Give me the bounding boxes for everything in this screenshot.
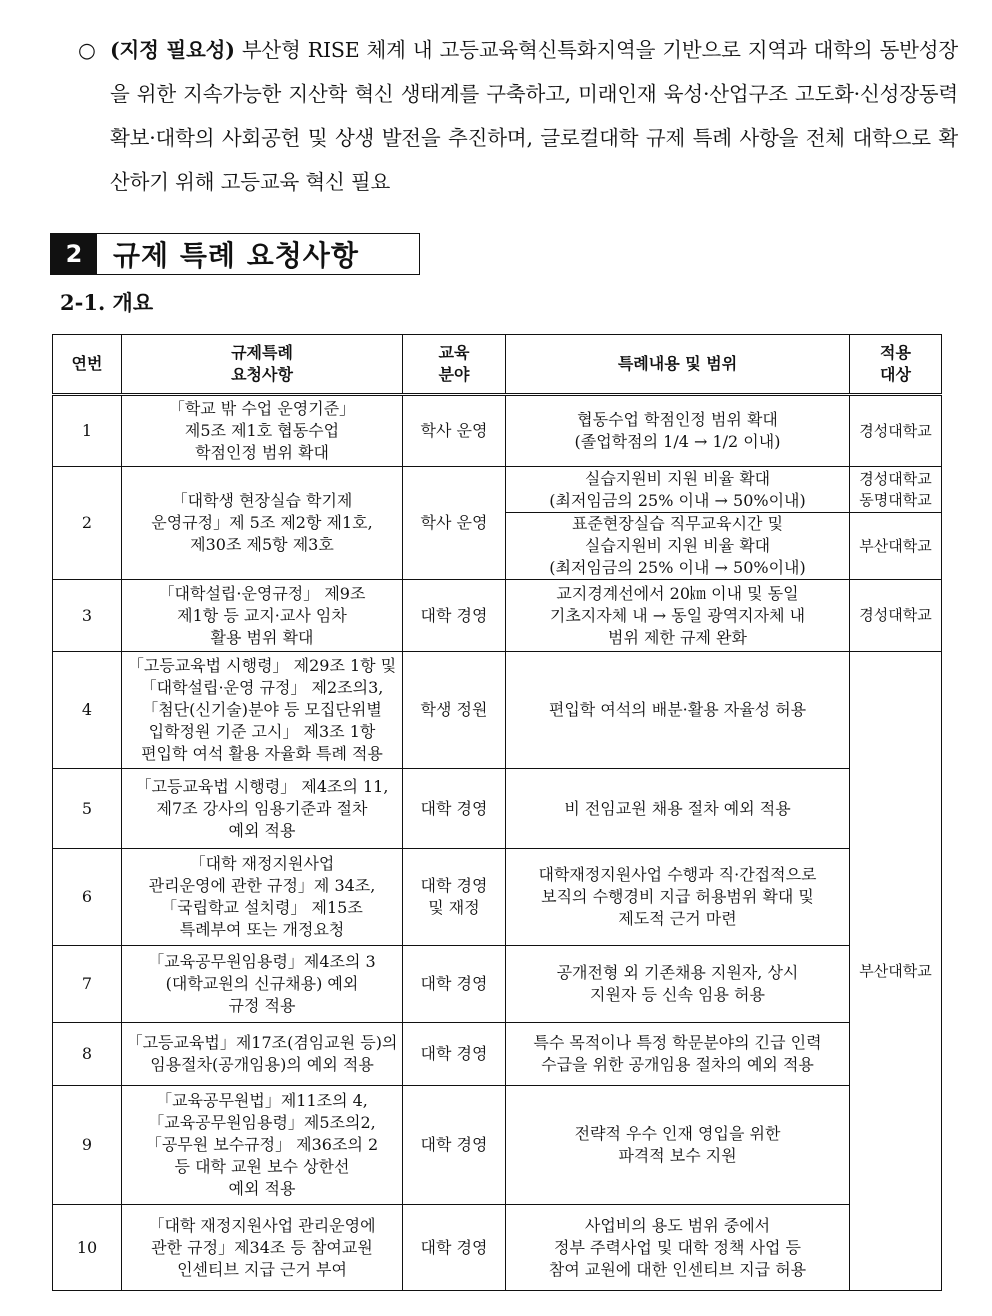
row-field: 대학 경영 — [403, 1086, 506, 1205]
table-header-row — [53, 335, 942, 395]
row-content: 특수 목적이나 특정 학문분야의 긴급 인력 수급을 위한 공개임용 절차의 예외 적용 — [506, 1023, 850, 1086]
row-no: 10 — [53, 1205, 122, 1291]
row-content: 실습지원비 지원 비율 확대 (최저임금의 25% 이내 → 50%이내) — [506, 467, 850, 513]
row-field: 대학 경영 — [403, 769, 506, 849]
row-request: 「학교 밖 수업 운영기준」 제5조 제1호 협동수업 학점인정 범위 확대 — [122, 395, 403, 467]
row-content: 전략적 우수 인재 영입을 위한 파격적 보수 지원 — [506, 1086, 850, 1205]
intro-label: (지정 필요성) — [110, 38, 235, 62]
row-field: 대학 경영 — [403, 946, 506, 1023]
row-no: 5 — [53, 769, 122, 849]
row-target: 경성대학교 — [850, 395, 942, 467]
row-request: 「고등교육법 시행령」 제4조의 11, 제7조 강사의 임용기준과 절차 예외 적용 — [122, 769, 403, 849]
row-no: 9 — [53, 1086, 122, 1205]
intro-paragraph — [78, 28, 958, 204]
row-no: 7 — [53, 946, 122, 1023]
row-request: 「대학생 현장실습 학기제 운영규정」제 5조 제2항 제1호, 제30조 제5항 제3호 — [122, 467, 403, 580]
header-content: 특례내용 및 범위 — [506, 335, 850, 395]
row-content: 편입학 여석의 배분·활용 자율성 허용 — [506, 652, 850, 769]
row-request: 「교육공무원임용령」제4조의 3 (대학교원의 신규채용) 예외 규정 적용 — [122, 946, 403, 1023]
row-field: 대학 경영 — [403, 1023, 506, 1086]
section-title: 규제 특례 요청사항 — [113, 239, 359, 272]
intro-text: 부산형 RISE 체계 내 고등교육혁신특화지역을 기반으로 지역과 대학의 동반성장을 위한 지속가능한 지산학 혁신 생태계를 구축하고, 미래인재 육성·산업구조 고도화·신성장동력 확보·대학의 사회공헌 및 상생 발전을 추진하며, 글로컬대학 규제 특례 사항을 전체 대학으로 확산하기 위해 고등교육 혁신 필요 — [110, 38, 958, 194]
row-request: 「교육공무원법」제11조의 4, 「교육공무원임용령」제5조의2, 「공무원 보수규정」 제36조의 2 등 대학 교원 보수 상한선 예외 적용 — [122, 1086, 403, 1205]
row-target: 부산대학교 — [850, 513, 942, 580]
section-heading — [50, 233, 420, 275]
row-content: 사업비의 용도 범위 중에서 정부 주력사업 및 대학 정책 사업 등 참여 교원에 대한 인센티브 지급 허용 — [506, 1205, 850, 1291]
row-field: 학생 정원 — [403, 652, 506, 769]
table-row — [53, 769, 942, 849]
row-no: 2 — [53, 467, 122, 580]
row-content: 표준현장실습 직무교육시간 및 실습지원비 지원 비율 확대 (최저임금의 25% 이내 → 50%이내) — [506, 513, 850, 580]
intro-text-block — [110, 28, 958, 204]
row-request: 「대학 재정지원사업 관리운영에 관한 규정」제34조 등 참여교원 인센티브 지급 근거 부여 — [122, 1205, 403, 1291]
table-row — [53, 849, 942, 946]
bullet-circle-icon: ○ — [78, 38, 96, 62]
row-request: 「고등교육법」제17조(겸임교원 등)의 임용절차(공개임용)의 예외 적용 — [122, 1023, 403, 1086]
row-request: 「대학설립·운영규정」 제9조 제1항 등 교지·교사 임차 활용 범위 확대 — [122, 580, 403, 652]
row-content: 비 전임교원 채용 절차 예외 적용 — [506, 769, 850, 849]
row-content: 대학재정지원사업 수행과 직·간접적으로 보직의 수행경비 지급 허용범위 확대 및 제도적 근거 마련 — [506, 849, 850, 946]
header-request: 규제특례 요청사항 — [122, 335, 403, 395]
row-no: 6 — [53, 849, 122, 946]
table-row — [53, 1023, 942, 1086]
row-target: 경성대학교 동명대학교 — [850, 467, 942, 513]
header-field: 교육 분야 — [403, 335, 506, 395]
row-field: 학사 운영 — [403, 467, 506, 580]
table-row — [53, 946, 942, 1023]
table-row — [53, 1205, 942, 1291]
row-field: 대학 경영 및 재정 — [403, 849, 506, 946]
header-target: 적용 대상 — [850, 335, 942, 395]
row-request: 「고등교육법 시행령」 제29조 1항 및 「대학설립·운영 규정」 제2조의3, 「첨단(신기술)분야 등 모집단위별 입학정원 기준 고시」 제3조 1항 편입학 여석 활용 자율화 특례 적용 — [122, 652, 403, 769]
row-field: 학사 운영 — [403, 395, 506, 467]
table-row — [53, 467, 942, 513]
row-no: 4 — [53, 652, 122, 769]
row-request: 「대학 재정지원사업 관리운영에 관한 규정」제 34조, 「국립학교 설치령」 제15조 특례부여 또는 개정요청 — [122, 849, 403, 946]
row-field: 대학 경영 — [403, 580, 506, 652]
row-content: 협동수업 학점인정 범위 확대 (졸업학점의 1/4 → 1/2 이내) — [506, 395, 850, 467]
table-row — [53, 1086, 942, 1205]
header-no: 연번 — [53, 335, 122, 395]
row-target: 경성대학교 — [850, 580, 942, 652]
row-field: 대학 경영 — [403, 1205, 506, 1291]
row-no: 8 — [53, 1023, 122, 1086]
row-no: 1 — [53, 395, 122, 467]
section-number: 2 — [51, 234, 97, 274]
table-row — [53, 652, 942, 769]
row-target-merged: 부산대학교 — [850, 652, 942, 1291]
row-content: 교지경계선에서 20㎞ 이내 및 동일 기초지자체 내 → 동일 광역지자체 내 범위 제한 규제 완화 — [506, 580, 850, 652]
table-row — [53, 395, 942, 467]
row-content: 공개전형 외 기존채용 지원자, 상시 지원자 등 신속 임용 허용 — [506, 946, 850, 1023]
table-row — [53, 580, 942, 652]
row-no: 3 — [53, 580, 122, 652]
subsection-title: 2-1. 개요 — [60, 290, 154, 315]
regulation-table — [52, 334, 942, 1291]
